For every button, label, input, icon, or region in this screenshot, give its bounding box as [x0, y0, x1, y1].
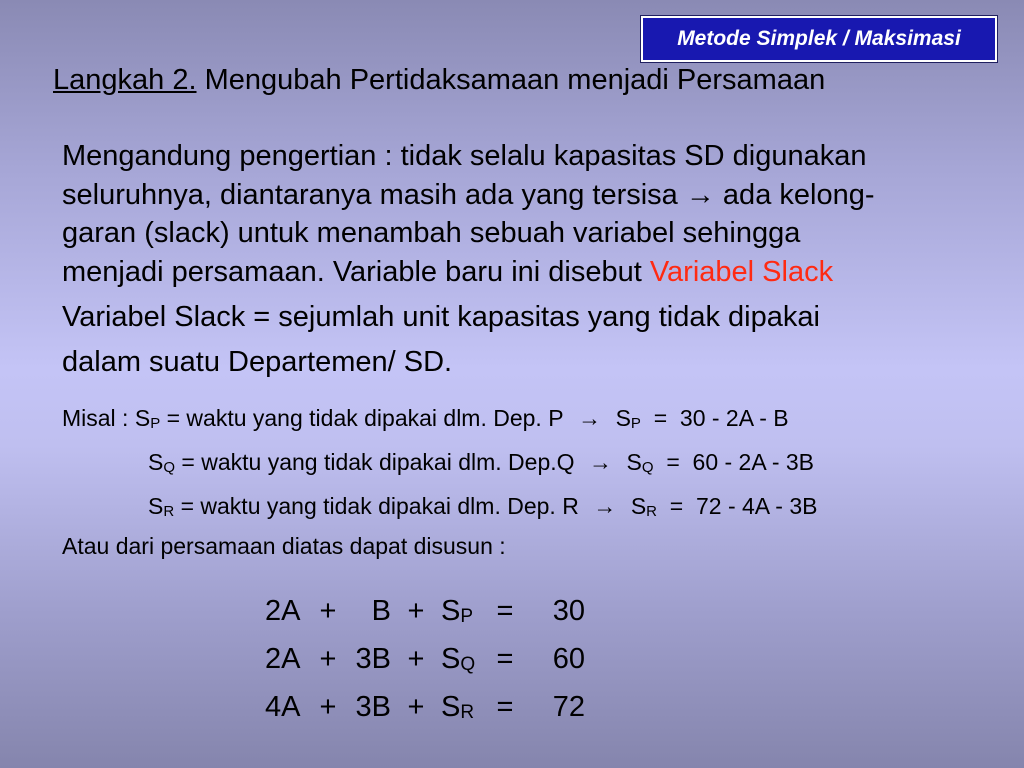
term: 2A — [265, 595, 301, 627]
text-span: menjadi persamaan. Variable baru ini disebut — [62, 255, 650, 288]
step-label: Langkah 2. — [53, 64, 197, 96]
definition — [62, 295, 820, 385]
explanation-paragraph — [62, 137, 992, 291]
definition-line: dalam suatu Departemen/ SD. — [62, 346, 453, 378]
term: 3B — [355, 691, 391, 723]
paragraph-line: Mengandung pengertian : tidak selalu kapasitas SD digunakan — [62, 140, 867, 172]
var-symbol: S — [134, 405, 151, 431]
var-symbol: S — [441, 691, 461, 723]
paragraph-line — [62, 253, 992, 292]
var-subscript: R — [163, 503, 175, 520]
slack-term — [441, 590, 485, 638]
definition-line: Variabel Slack = sejumlah unit kapasitas yang tidak dipakai — [62, 301, 820, 333]
var-subscript: R — [460, 702, 475, 723]
rhs-value: 72 — [552, 691, 585, 723]
paragraph-line — [62, 176, 992, 215]
var-subscript: Q — [460, 654, 476, 675]
var-subscript: P — [150, 415, 161, 432]
equals-sign: = — [496, 595, 514, 627]
slack-term — [441, 638, 485, 686]
example-row — [62, 399, 817, 443]
var-formula: = 60 - 2A - 3B — [653, 449, 814, 475]
var-subscript: P — [460, 606, 474, 627]
var-description: = waktu yang tidak dipakai dlm. Dep. P — [160, 405, 564, 431]
equation-row — [265, 686, 585, 734]
var-subscript: P — [630, 415, 641, 432]
equation-system — [265, 590, 585, 734]
term: 2A — [265, 643, 301, 675]
var-symbol: S — [148, 493, 164, 519]
paragraph-line: garan (slack) untuk menambah sebuah variabel sehingga — [62, 217, 801, 249]
operator: + — [319, 643, 337, 675]
arrow-icon: → — [578, 405, 602, 431]
example-row — [62, 443, 817, 487]
equation-row — [265, 590, 585, 638]
var-description: = waktu yang tidak dipakai dlm. Dep.Q — [175, 449, 575, 475]
rhs-value: 60 — [552, 643, 585, 675]
operator: + — [407, 643, 425, 675]
var-symbol: S — [148, 449, 164, 475]
highlight-term: Variabel Slack — [649, 255, 834, 288]
operator: + — [319, 691, 337, 723]
text-span: ada kelong- — [714, 178, 875, 211]
var-subscript: Q — [163, 459, 176, 476]
arrow-icon: → — [589, 449, 613, 475]
var-formula: = 30 - 2A - B — [640, 405, 789, 431]
term: 3B — [355, 643, 391, 675]
arrow-icon: → — [593, 493, 617, 519]
example-block — [62, 399, 817, 531]
term: B — [371, 595, 391, 627]
operator: + — [407, 595, 425, 627]
operator: + — [407, 691, 425, 723]
var-symbol: S — [441, 595, 461, 627]
var-subscript: Q — [641, 459, 654, 476]
slack-term — [441, 686, 485, 734]
var-subscript: R — [646, 503, 657, 520]
equals-sign: = — [496, 643, 514, 675]
var-symbol: S — [630, 493, 647, 519]
var-symbol: S — [626, 449, 642, 475]
var-description: = waktu yang tidak dipakai dlm. Dep. R — [174, 493, 579, 519]
var-formula: = 72 - 4A - 3B — [657, 493, 818, 519]
slide-heading — [53, 64, 825, 97]
heading-title: Mengubah Pertidaksamaan menjadi Persamaan — [204, 64, 826, 96]
term: 4A — [265, 691, 301, 723]
equals-sign: = — [496, 691, 514, 723]
var-symbol: S — [615, 405, 631, 431]
example-prefix: Misal : — [62, 405, 135, 431]
var-symbol: S — [441, 643, 461, 675]
operator: + — [319, 595, 337, 627]
example-row — [62, 487, 817, 531]
equations-intro: Atau dari persamaan diatas dapat disusun : — [62, 533, 506, 559]
arrow-icon: → — [685, 178, 715, 211]
rhs-value: 30 — [552, 595, 585, 627]
title-badge: Metode Simplek / Maksimasi — [641, 16, 997, 62]
text-span: seluruhnya, diantaranya masih ada yang tersisa — [62, 178, 686, 211]
equation-row — [265, 638, 585, 686]
